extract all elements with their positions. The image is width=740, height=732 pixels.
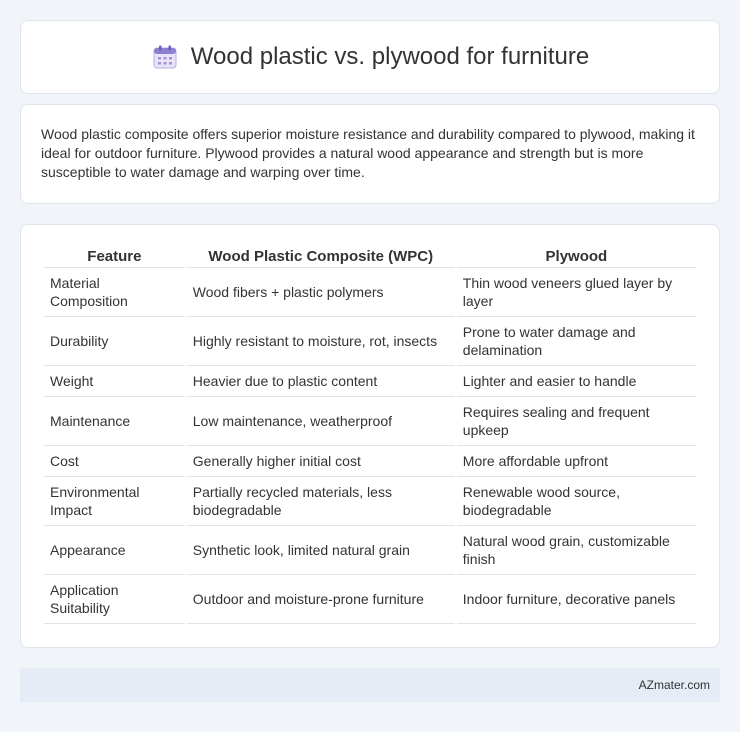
- cell-plywood: Natural wood grain, customizable finish: [457, 526, 696, 575]
- cell-plywood: Thin wood veneers glued layer by layer: [457, 268, 696, 317]
- cell-wpc: Heavier due to plastic content: [187, 366, 455, 397]
- title-wrap: [151, 43, 589, 71]
- cell-plywood: Lighter and easier to handle: [457, 366, 696, 397]
- comparison-table: [42, 243, 698, 624]
- cell-feature: Environmental Impact: [44, 477, 185, 526]
- header-wpc: Wood Plastic Composite (WPC): [187, 243, 455, 268]
- table-row: [44, 446, 696, 477]
- cell-feature: Durability: [44, 317, 185, 366]
- cell-wpc: Outdoor and moisture-prone furniture: [187, 575, 455, 624]
- summary-card: [20, 104, 720, 204]
- table-header-row: [44, 243, 696, 268]
- cell-feature: Application Suitability: [44, 575, 185, 624]
- cell-feature: Cost: [44, 446, 185, 477]
- cell-plywood: Renewable wood source, biodegradable: [457, 477, 696, 526]
- footer: [20, 668, 720, 702]
- cell-feature: Maintenance: [44, 397, 185, 446]
- table-row: [44, 397, 696, 446]
- table-row: [44, 366, 696, 397]
- footer-brand[interactable]: AZmater.com: [638, 678, 710, 692]
- cell-feature: Material Composition: [44, 268, 185, 317]
- table-row: [44, 575, 696, 624]
- table-row: [44, 268, 696, 317]
- cell-wpc: Partially recycled materials, less biodegradable: [187, 477, 455, 526]
- table-row: [44, 477, 696, 526]
- cell-plywood: Indoor furniture, decorative panels: [457, 575, 696, 624]
- cell-feature: Weight: [44, 366, 185, 397]
- cell-wpc: Generally higher initial cost: [187, 446, 455, 477]
- cell-plywood: Prone to water damage and delamination: [457, 317, 696, 366]
- cell-feature: Appearance: [44, 526, 185, 575]
- cell-plywood: More affordable upfront: [457, 446, 696, 477]
- table-row: [44, 317, 696, 366]
- cell-wpc: Highly resistant to moisture, rot, insects: [187, 317, 455, 366]
- header-feature: Feature: [44, 243, 185, 268]
- header-plywood: Plywood: [457, 243, 696, 268]
- cell-plywood: Requires sealing and frequent upkeep: [457, 397, 696, 446]
- page-title: Wood plastic vs. plywood for furniture: [190, 43, 590, 70]
- summary-text: Wood plastic composite offers superior moisture resistance and durability compared to plywood, making it ideal for outdoor furniture. Plywood provides a natural wood appearance and strength but is more susceptible to water damage and warping over time.: [41, 126, 695, 180]
- title-card: [20, 20, 720, 94]
- cell-wpc: Low maintenance, weatherproof: [187, 397, 455, 446]
- cell-wpc: Wood fibers + plastic polymers: [187, 268, 455, 317]
- comparison-card: [20, 224, 720, 648]
- calendar-icon: [151, 43, 179, 71]
- cell-wpc: Synthetic look, limited natural grain: [187, 526, 455, 575]
- table-row: [44, 526, 696, 575]
